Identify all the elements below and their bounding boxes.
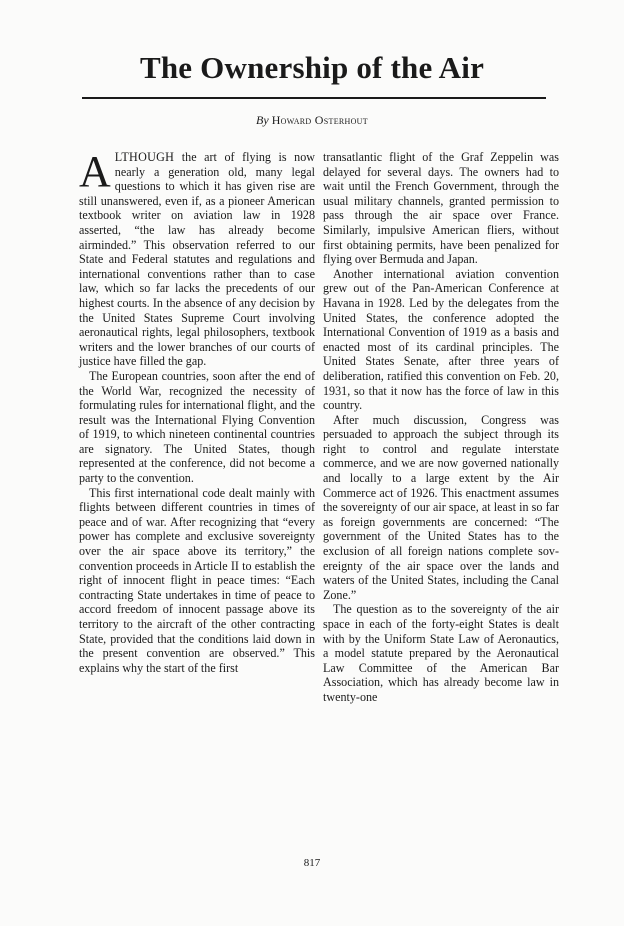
- author-name: Howard Osterhout: [271, 113, 368, 127]
- paragraph-text: the art of flying is now nearly a generation old, many legal questions to which it has given rise are still unanswered, even if, as a pioneer American textbook writer on aviation law in 1928 asserted, “the law has already become airminded.” This observation referred to our State and Federal statutes and regulations and international conventions rather than to case law, which so far lacks the precedents of our highest courts. In the absence of any decision by the United States Supreme Court involving aeronautical rights, legal philosophers, textbook writers and the lower branches of our courts of justice have filled the gap.: [79, 150, 315, 369]
- drop-cap: A: [79, 147, 111, 196]
- paragraph: transatlantic flight of the Graf Zeppelin was delayed for several days. The owners had to wait until the French Government, through the usual military channels, granted permission to pass through the air space over France. Similarly, impulsive American fliers, without first obtaining permits, have been penalized for flying over Bermuda and Japan.: [323, 150, 559, 267]
- left-column: [79, 147, 315, 675]
- paragraph: The question as to the sovereignty of the air space in each of the forty-eight States is dealt with by the Uniform State Law of Aeronautics, a model statute prepared by the Aeronautical Law Committee of the American Bar Association, which has already become law in twenty-one: [323, 602, 559, 704]
- paragraph: The European countries, soon after the end of the World War, recognized the necessity of formulating rules for international flight, and the result was the International Flying Convention of 1919, to which nineteen continental countries are signatory. The United States, though represented at the conference, did not become a party to the convention.: [79, 368, 315, 486]
- first-word: LTHOUGH: [114, 150, 175, 164]
- title-rule: [82, 97, 546, 99]
- page-number: 817: [303, 857, 321, 869]
- article-title: The Ownership of the Air: [139, 50, 485, 85]
- paragraph: This first international code dealt mainly with flights between different countries in times of peace and of war. After recognizing that “every power has complete and exclusive sovereignty over the air space above its territory,” the convention proceeds in Article II to establish the right of innocent flight in peace times: “Each contracting State undertakes in time of peace to accord freedom of innocent passage above its territory to the aircraft of the other contracting State, provided that the conditions laid down in the present convention are observed.” This explains why the start of the first: [79, 485, 315, 675]
- paragraph: Another international aviation convention grew out of the Pan-American Conference at Havana in 1928. Led by the delegates from the United States, the conference adopted the International Convention of 1919 as a basis and enacted most of its cardinal principles. The United States Senate, after three years of deliberation, ratified this convention on Feb. 20, 1931, so that it now has the force of law in this country.: [323, 266, 559, 413]
- paragraph: After much discussion, Congress was persuaded to approach the subject through its right to control and regulate interstate commerce, and we are now governed nationally and locally to a large extent by the Air Commerce act of 1926. This enactment assumes the sovereignty of our air space, at least in so far as foreign governments are concerned: “The government of the United States has to the exclusion of all foreign nations complete sovereignty of the air space over the lands and waters of the United States, including the Canal Zone.”: [323, 412, 559, 602]
- byline-prefix: By: [256, 113, 269, 127]
- paragraph: [79, 147, 315, 369]
- byline: [0, 113, 624, 128]
- right-column: [323, 150, 559, 705]
